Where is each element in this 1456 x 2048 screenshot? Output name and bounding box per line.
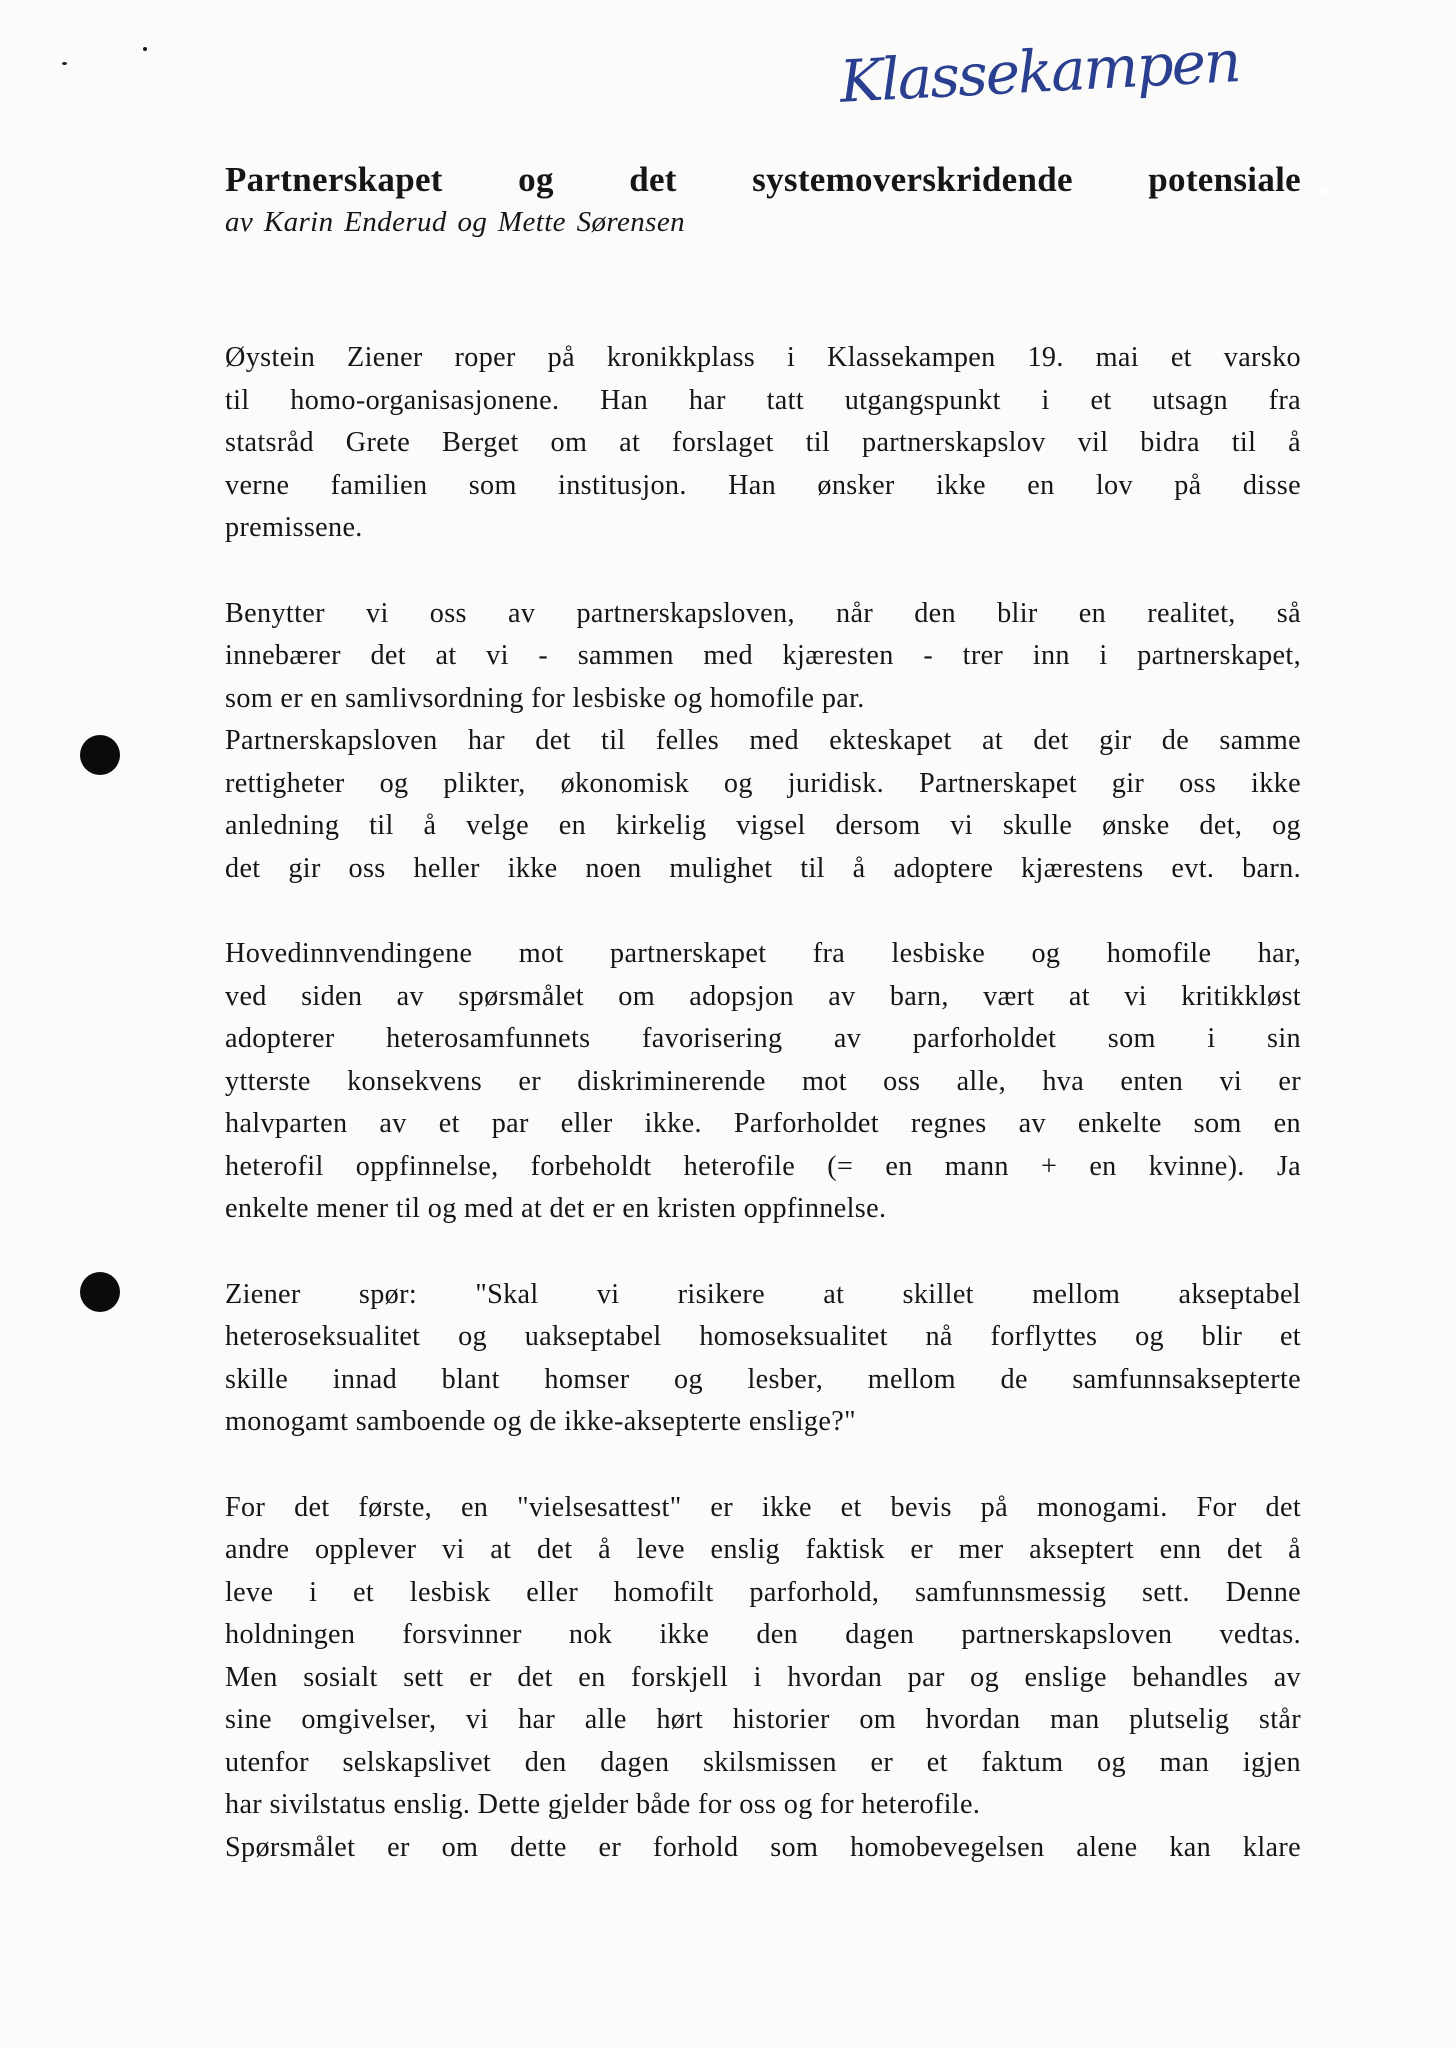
text-line: Partnerskapsloven har det til felles med ekteskapet at det gir de samme — [225, 725, 1301, 756]
text-line: Ziener spør: "Skal vi risikere at skillet mellom akseptabel — [225, 1278, 1301, 1310]
text-line: rettigheter og plikter, økonomisk og juridisk. Partnerskapet gir oss ikke — [225, 767, 1301, 799]
text-line: Øystein Ziener roper på kronikkplass i Klassekampen 19. mai et varsko — [225, 342, 1301, 373]
text-line: monogamt samboende og de ikke-aksepterte enslige?" — [225, 1406, 856, 1437]
paragraph — [225, 1487, 1301, 1870]
text-line: adopterer heterosamfunnets favorisering av parforholdet som i sin — [225, 1023, 1301, 1054]
text-line: ved siden av spørsmålet om adopsjon av barn, vært at vi kritikkløst — [225, 980, 1301, 1012]
hole-punch — [80, 1272, 120, 1312]
text-line: som er en samlivsordning for lesbiske og homofile par. — [225, 682, 865, 714]
text-line: Benytter vi oss av partnerskapsloven, når den blir en realitet, så — [225, 597, 1301, 629]
scan-speck — [143, 47, 147, 51]
text-line: holdningen forsvinner nok ikke den dagen partnerskapsloven vedtas. — [225, 1619, 1301, 1650]
text-line: ytterste konsekvens er diskriminerende mot oss alle, hva enten vi er — [225, 1065, 1301, 1097]
text-line: skille innad blant homser og lesber, mellom de samfunnsaksepterte — [225, 1363, 1301, 1395]
text-line: For det første, en "vielsesattest" er ikke et bevis på monogami. For det — [225, 1491, 1301, 1523]
handwritten-annotation: Klassekampen — [838, 27, 1241, 116]
article — [225, 158, 1301, 1912]
text-line: verne familien som institusjon. Han ønsker ikke en lov på disse — [225, 469, 1301, 501]
paragraph — [225, 1274, 1301, 1444]
article-title: Partnerskapet og det systemoverskridende potensiale — [225, 160, 1301, 199]
text-line: det gir oss heller ikke noen mulighet til å adoptere kjærestens evt. barn. — [225, 852, 1301, 884]
text-line: Spørsmålet er om dette er forhold som homobevegelsen alene kan klare — [225, 1831, 1301, 1863]
text-line: innebærer det at vi - sammen med kjæresten - trer inn i partnerskapet, — [225, 640, 1301, 671]
scan-speck — [1318, 186, 1328, 194]
scan-speck — [62, 62, 67, 65]
text-line: til homo-organisasjonene. Han har tatt utgangspunkt i et utsagn fra — [225, 384, 1301, 416]
text-line: heterofil oppfinnelse, forbeholdt heterofile (= en mann + en kvinne). Ja — [225, 1150, 1301, 1182]
text-line: andre opplever vi at det å leve enslig faktisk er mer akseptert enn det å — [225, 1534, 1301, 1565]
text-line: halvparten av et par eller ikke. Parforholdet regnes av enkelte som en — [225, 1108, 1301, 1139]
paragraph — [225, 933, 1301, 1231]
text-line: sine omgivelser, vi har alle hørt historier om hvordan man plutselig står — [225, 1704, 1301, 1735]
text-line: statsråd Grete Berget om at forslaget til partnerskapslov vil bidra til å — [225, 427, 1301, 458]
text-line: enkelte mener til og med at det er en kristen oppfinnelse. — [225, 1193, 887, 1224]
text-line: Men sosialt sett er det en forskjell i hvordan par og enslige behandles av — [225, 1661, 1301, 1693]
article-byline: av Karin Enderud og Mette Sørensen — [225, 206, 686, 238]
article-body — [225, 337, 1301, 1869]
paragraph — [225, 337, 1301, 550]
text-line: premissene. — [225, 512, 363, 543]
hole-punch — [80, 735, 120, 775]
text-line: heteroseksualitet og uakseptabel homoseksualitet nå forflyttes og blir et — [225, 1321, 1301, 1352]
text-line: utenfor selskapslivet den dagen skilsmissen er et faktum og man igjen — [225, 1746, 1301, 1778]
text-line: har sivilstatus enslig. Dette gjelder både for oss og for heterofile. — [225, 1789, 981, 1820]
text-line: Hovedinnvendingene mot partnerskapet fra lesbiske og homofile har, — [225, 938, 1301, 969]
paragraph — [225, 593, 1301, 891]
text-line: anledning til å velge en kirkelig vigsel dersom vi skulle ønske det, og — [225, 810, 1301, 841]
text-line: leve i et lesbisk eller homofilt parforhold, samfunnsmessig sett. Denne — [225, 1576, 1301, 1608]
